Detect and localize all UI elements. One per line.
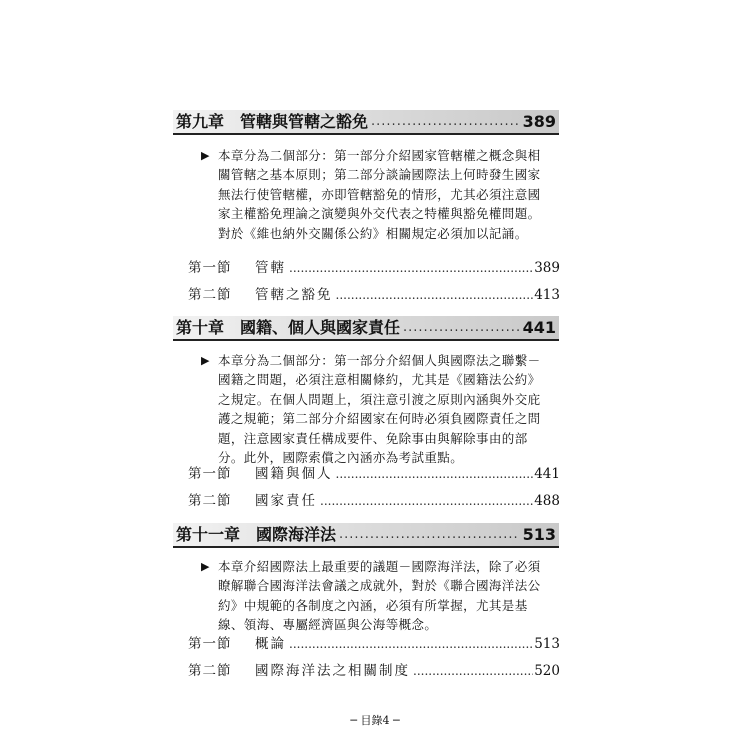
section-page-number: 389	[534, 260, 560, 276]
section-page-number: 413	[534, 287, 560, 303]
section-page-number: 520	[534, 663, 560, 679]
section-title: 概論	[255, 636, 286, 652]
section-number: 第二節	[188, 493, 232, 509]
leader-dots	[413, 662, 533, 680]
leader-dots	[339, 525, 520, 545]
section-title: 國家責任	[255, 493, 317, 509]
section-number: 第一節	[188, 466, 232, 482]
chapter-summary-text: 本章介紹國際法上最重要的議題－國際海洋法，除了必須瞭解聯合國海洋法會議之成就外，對於《聯合國海洋法公約》中規範的各制度之內涵，必須有所掌握，尤其是基線、領海、專屬經濟區與公海等概念。	[218, 559, 541, 633]
arrow-bullet-icon: ▶	[201, 149, 210, 162]
section-title: 管轄	[255, 260, 286, 276]
page-footer: ─ 目錄4 ─	[350, 714, 400, 727]
section-page-number: 441	[534, 466, 560, 482]
chapter-number: 第九章	[176, 112, 225, 131]
leader-dots	[320, 492, 533, 510]
leader-dots	[336, 465, 534, 483]
section-entry	[188, 633, 560, 653]
chapter-title: 管轄與管轄之豁免	[240, 112, 369, 131]
leader-dots	[403, 318, 520, 338]
section-number: 第二節	[188, 663, 232, 679]
section-title: 管轄之豁免	[255, 287, 333, 303]
section-number: 第一節	[188, 260, 232, 276]
section-entry	[188, 490, 560, 510]
chapter-summary	[201, 557, 553, 635]
chapter-number: 第十章	[176, 318, 225, 337]
section-entry	[188, 463, 560, 483]
section-number: 第一節	[188, 636, 232, 652]
chapter-title: 國際海洋法	[256, 525, 337, 544]
section-title: 國籍與個人	[255, 466, 333, 482]
section-page-number: 488	[534, 493, 560, 509]
chapter-page-number: 389	[522, 112, 556, 131]
chapter-summary	[201, 146, 553, 243]
chapter-heading	[173, 316, 559, 341]
section-page-number: 513	[534, 636, 560, 652]
chapter-summary-text: 本章分為二個部分：第一部分介紹個人與國際法之聯繫－國籍之問題，必須注意相關條約，尤其是《國籍法公約》之規定。在個人問題上，須注意引渡之原則內涵與外交庇護之規範；第二部分介紹國家在何時必須負國際責任之問題，注意國家責任構成要件、免除事由與解除事由的部分。此外，國際索償之內涵亦為考試重點。	[218, 353, 541, 466]
chapter-summary-text: 本章分為二個部分：第一部分介紹國家管轄權之概念與相關管轄之基本原則；第二部分談論國際法上何時發生國家無法行使管轄權，亦即管轄豁免的情形，尤其必須注意國家主權豁免理論之演變與外交代表之特權與豁免權問題。對於《維也納外交關係公約》相關規定必須加以記誦。	[218, 148, 541, 241]
chapter-page-number: 513	[522, 525, 556, 544]
section-number: 第二節	[188, 287, 232, 303]
chapter-page-number: 441	[522, 318, 556, 337]
leader-dots	[371, 112, 520, 132]
leader-dots	[289, 635, 533, 653]
leader-dots	[289, 259, 533, 277]
chapter-number: 第十一章	[176, 525, 241, 544]
chapter-summary	[201, 351, 553, 467]
section-entry	[188, 257, 560, 277]
arrow-bullet-icon: ▶	[201, 560, 210, 573]
arrow-bullet-icon: ▶	[201, 354, 210, 367]
section-entry	[188, 284, 560, 304]
chapter-heading	[173, 523, 559, 548]
chapter-heading	[173, 110, 559, 135]
chapter-title: 國籍、個人與國家責任	[240, 318, 401, 337]
section-entry	[188, 660, 560, 680]
leader-dots	[336, 286, 534, 304]
section-title: 國際海洋法之相關制度	[255, 663, 410, 679]
